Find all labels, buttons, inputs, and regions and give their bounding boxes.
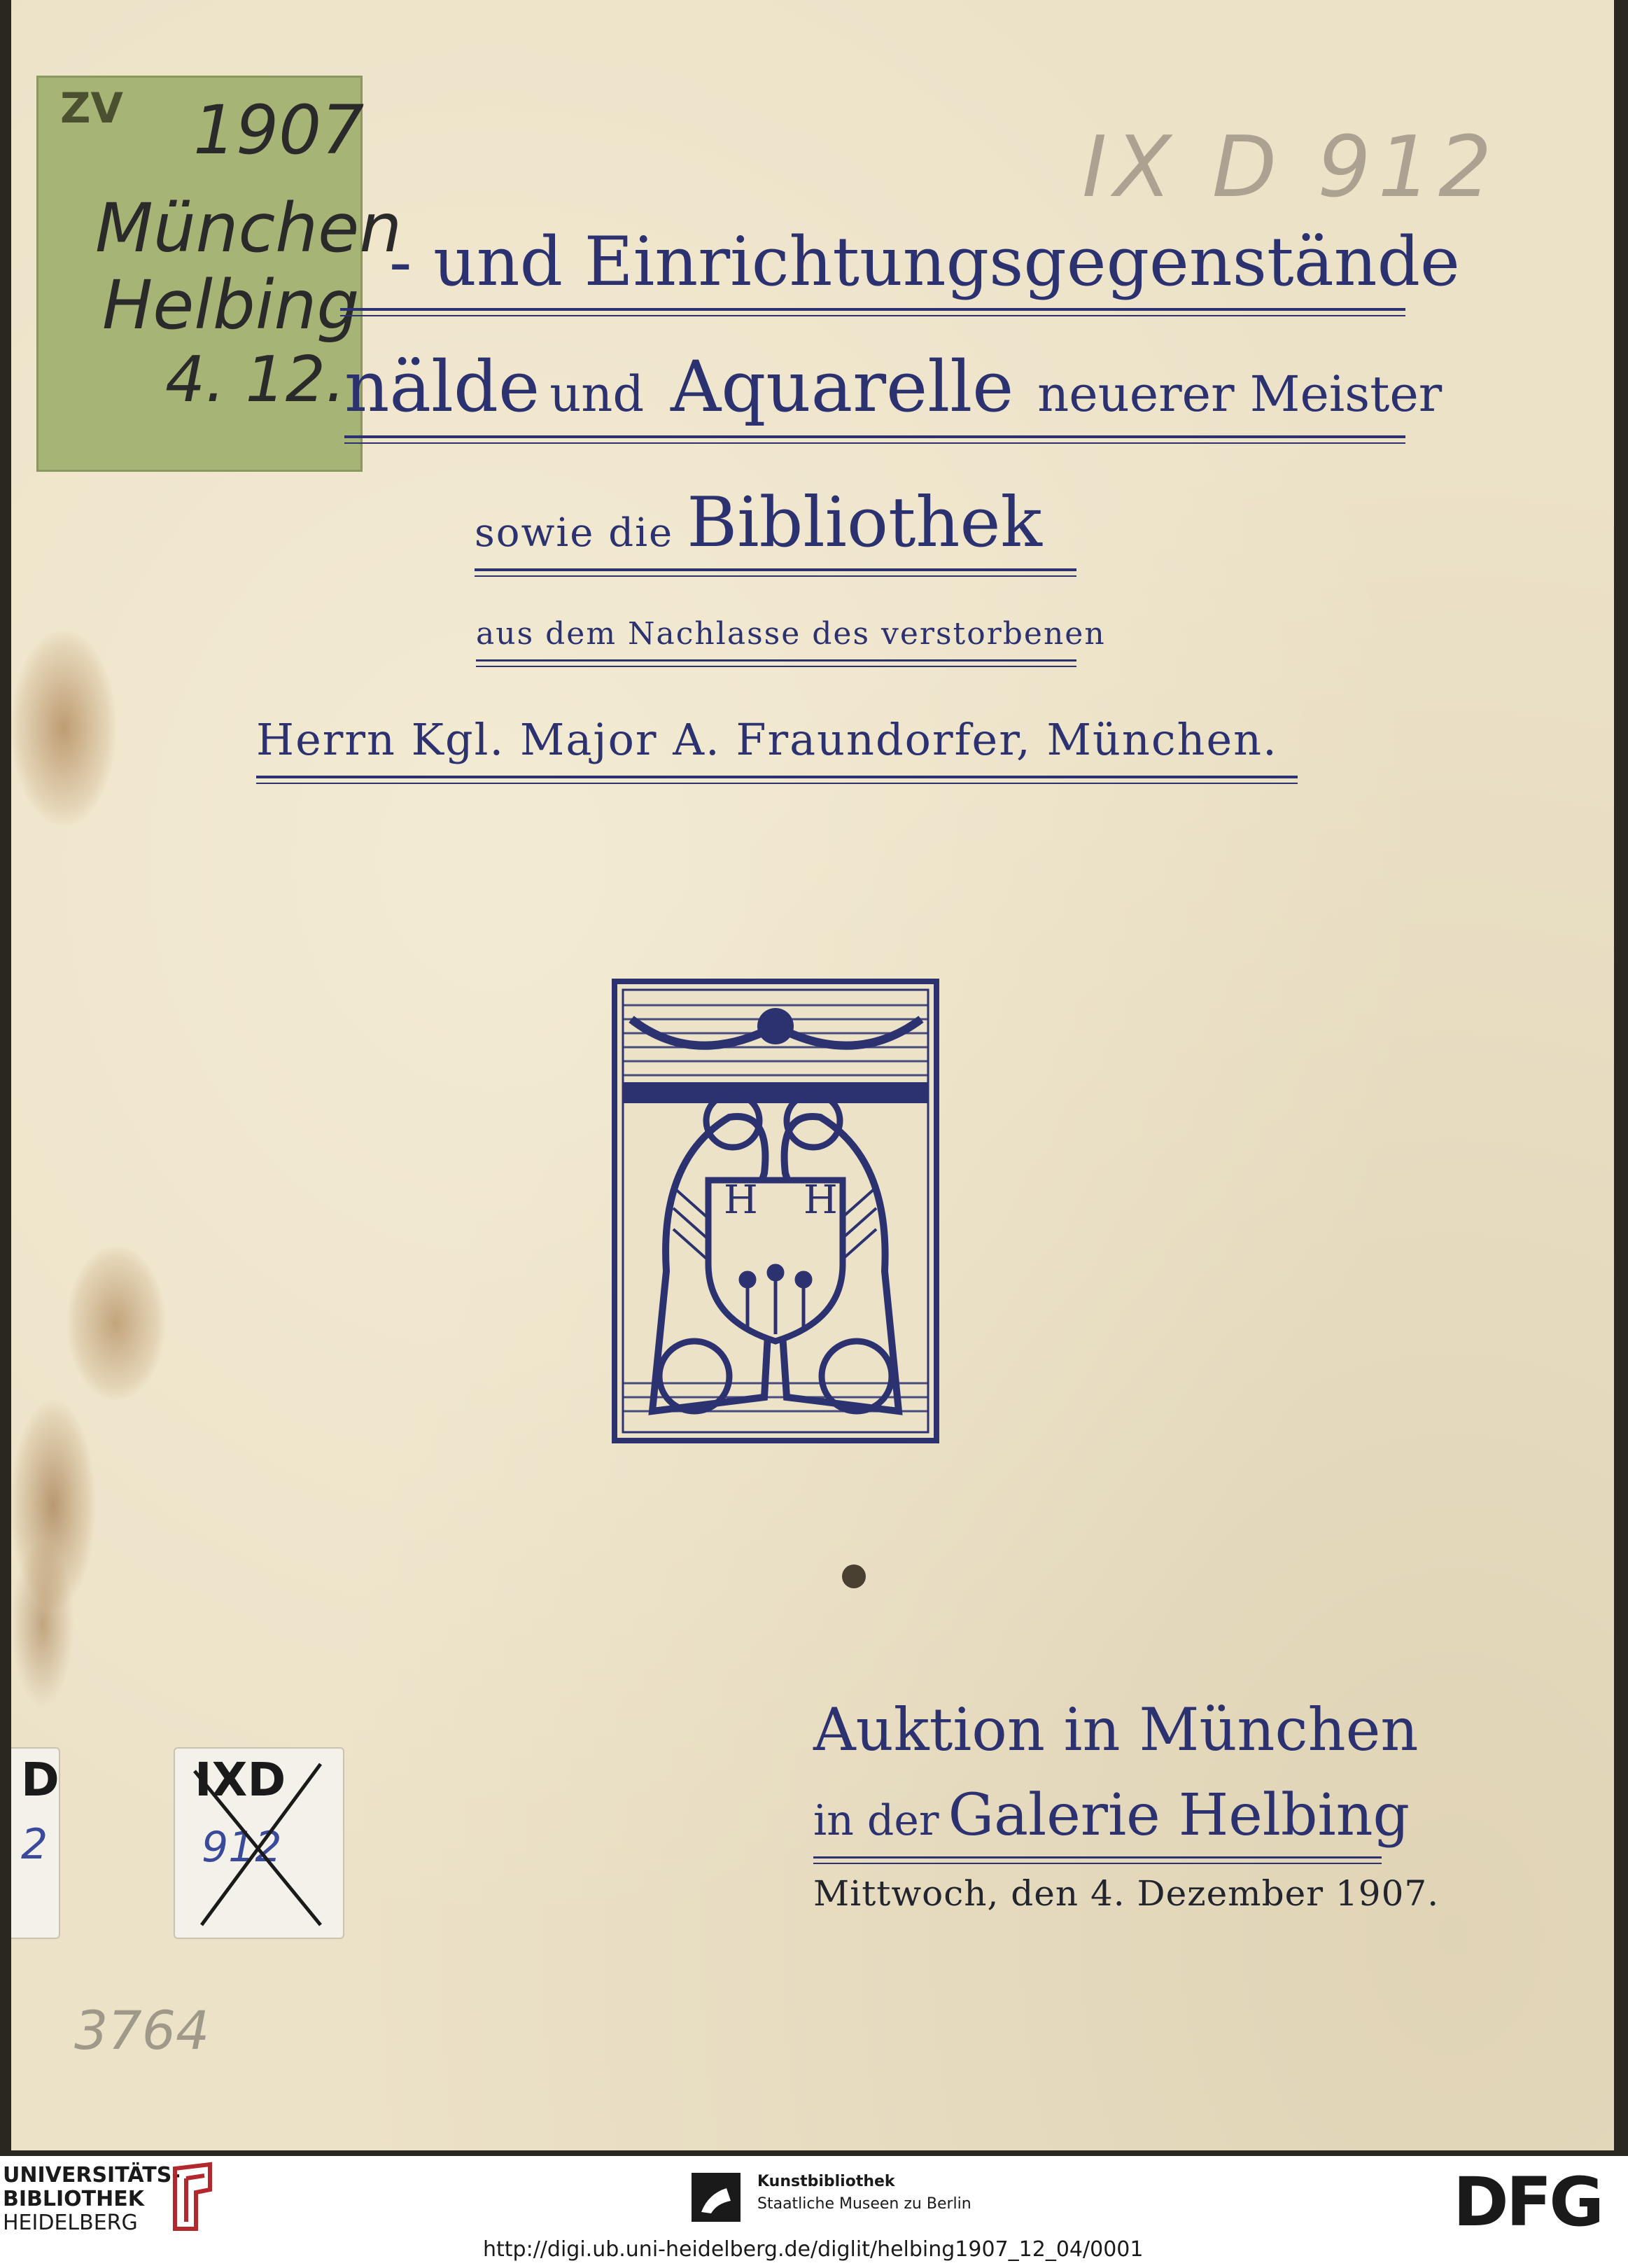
emblem-letter-right: H: [804, 1177, 838, 1223]
estate-line: aus dem Nachlasse des verstorbenen: [476, 616, 1106, 652]
sticker-code: ZV: [60, 84, 123, 133]
title-rule-5: [256, 776, 1298, 784]
shelf-label-left-top: D: [21, 1753, 59, 1807]
kb-logo-line-1: Kunstbibliothek: [757, 2173, 895, 2190]
title-line-paintings: [344, 346, 1442, 428]
woodcut-emblem-illustration: [610, 977, 941, 1445]
watercolors-word: Aquarelle: [670, 346, 1014, 428]
shelf-label-right-top: IXD: [195, 1753, 286, 1807]
kb-logo-line-2: Staatliche Museen zu Berlin: [757, 2195, 971, 2213]
paintings-word: nälde: [344, 346, 540, 428]
title-rule-3: [475, 568, 1076, 577]
as-well-as-words: sowie die: [475, 510, 674, 556]
auction-venue: [813, 1782, 1410, 1849]
pencil-number: 3764: [74, 1999, 210, 2062]
permalink-url[interactable]: http://digi.ub.uni-heidelberg.de/diglit/helbing1907_12_04/0001: [483, 2237, 1144, 2262]
title-line-library: [475, 483, 1042, 563]
kunstbibliothek-logo-icon: [692, 2173, 741, 2222]
shelf-label-right-bottom: 912: [202, 1823, 282, 1872]
sticker-year: 1907: [193, 91, 365, 169]
ub-heidelberg-logo-icon: [168, 2162, 224, 2232]
ub-logo-line-3: HEIDELBERG: [3, 2211, 138, 2235]
title-rule-2: [344, 435, 1405, 444]
shelf-label-left-bottom: 2: [21, 1820, 48, 1869]
sticker-city: München: [95, 189, 402, 267]
sticker-name: Helbing: [102, 266, 360, 344]
shelf-mark-handwriting: IX D 912: [1082, 119, 1499, 216]
dfg-logo: DFG: [1453, 2163, 1602, 2241]
library-word: Bibliothek: [687, 483, 1042, 563]
title-rule-4: [476, 659, 1076, 667]
gallery-name: Galerie Helbing: [948, 1782, 1410, 1849]
in-the-words: in der: [813, 1796, 939, 1845]
owner-line: Herrn Kgl. Major A. Fraundorfer, München.: [256, 714, 1278, 765]
modern-masters-words: neuerer Meister: [1037, 365, 1443, 423]
digitization-footer: [0, 2156, 1628, 2268]
title-rule-1: [340, 308, 1405, 316]
title-line-furnishings: - und Einrichtungsgegenstände: [389, 223, 1460, 301]
and-word: und: [549, 365, 645, 423]
emblem-letter-left: H: [724, 1177, 758, 1223]
auction-rule: [813, 1856, 1382, 1864]
woodcut-emblem: [610, 977, 941, 1445]
sticker-date: 4. 12.: [165, 343, 346, 416]
foxing-stain: [11, 630, 116, 826]
ub-logo-line-2: BIBLIOTHEK: [3, 2187, 144, 2211]
auction-date: Mittwoch, den 4. Dezember 1907.: [813, 1873, 1440, 1914]
foxing-stain: [11, 1540, 74, 1708]
shelf-label-cross-mark: [188, 1757, 328, 1932]
catalog-cover-page: [11, 0, 1614, 2150]
auction-title: Auktion in München: [813, 1695, 1419, 1764]
foxing-stain: [67, 1246, 165, 1400]
ub-logo-line-1: UNIVERSITÄTS-: [3, 2163, 181, 2188]
ink-spot: [842, 1564, 866, 1588]
